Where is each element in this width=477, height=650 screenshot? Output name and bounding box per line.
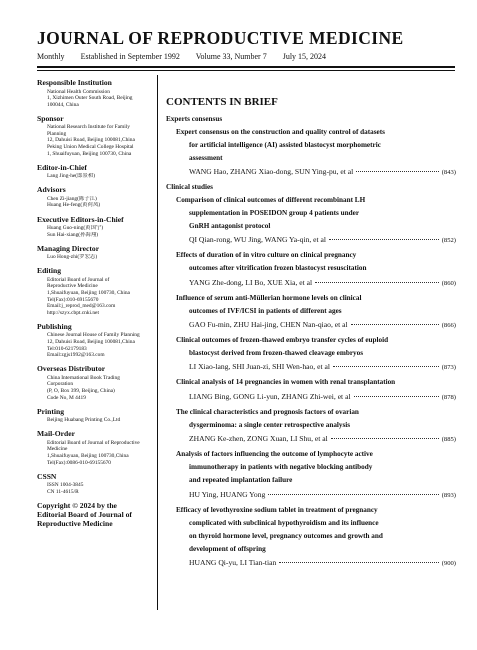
masthead-line: http://szyx.cbpt.cnki.net [47, 309, 99, 316]
article-page: (885) [441, 436, 456, 444]
article-title-line: for artificial intelligence (AI) assisted blastocyst morphometric [189, 140, 381, 149]
masthead-responsible-institution [37, 78, 155, 108]
article-byline [166, 556, 456, 570]
masthead-line: Tel(Fax):010-69155670 [47, 296, 99, 303]
contents-panel [166, 96, 456, 572]
article-title [166, 504, 456, 557]
header-rule-thin [37, 70, 455, 71]
sidebar-divider [157, 75, 158, 610]
masthead-overseas-distributor [37, 364, 155, 401]
article-title-line: GnRH antagonist protocol [189, 222, 271, 231]
article-byline [166, 276, 456, 290]
section-heading: Clinical studies [166, 183, 213, 192]
masthead-line: 1,Shuaifuyuan, Beijing 100730, China [47, 290, 130, 296]
masthead-line: Email:j_reprod_med@163.com [47, 303, 116, 310]
masthead-heading: Mail-Order [37, 429, 75, 439]
masthead-line: Sun Hai-xiang(孙海翔) [47, 231, 99, 238]
copyright-line: Copyright © 2024 by the [37, 500, 117, 510]
masthead-mail-order [37, 429, 155, 466]
dot-leader [279, 562, 438, 563]
copyright-notice [37, 501, 155, 528]
masthead-sponsor [37, 114, 155, 157]
article-byline [166, 318, 456, 332]
dot-leader [315, 282, 439, 283]
dot-leader [354, 396, 439, 397]
issue-info [37, 52, 340, 61]
masthead-line: Luo Hong-zhi(罗宏志) [47, 254, 98, 261]
article-title-line: The clinical characteristics and prognosis factors of ovarian [176, 407, 359, 416]
established: Established in September 1992 [80, 52, 180, 61]
article-title-line: Efficacy of levothyroxine sodium tablet in treatment of pregnancy [176, 505, 378, 514]
article-title-line: complicated with subclinical hypothyroidism and its influence [189, 518, 379, 527]
toc-entry[interactable] [166, 249, 456, 289]
article-title-line: and repeated implantation failure [189, 476, 293, 485]
copyright-line: Editorial Board of Journal of [37, 509, 132, 519]
copyright-line: Reproductive Medicine [37, 518, 113, 528]
article-title-line: assessment [189, 153, 223, 162]
masthead-line: Corporation [47, 381, 74, 388]
volume: Volume 33, Number 7 [195, 52, 267, 61]
masthead-line: Beijing Huabang Printing Co.,Ltd [47, 417, 121, 424]
masthead-editor-in-chief [37, 163, 155, 180]
masthead-publishing [37, 322, 155, 359]
article-title-line: immunotherapy in patients with negative blocking antibody [189, 463, 373, 472]
toc-entry[interactable] [166, 334, 456, 374]
toc-entry[interactable] [166, 406, 456, 446]
masthead-line: ISSN 1004-3845 [47, 482, 84, 489]
masthead-heading: Editor-in-Chief [37, 162, 87, 172]
masthead-sidebar [37, 78, 155, 528]
toc-entry[interactable] [166, 126, 456, 180]
dot-leader [351, 324, 439, 325]
masthead-printing [37, 407, 155, 424]
dot-leader [356, 171, 438, 172]
article-authors: LIANG Bing, GONG Li-yun, ZHANG Zhi-wei, et al [189, 391, 351, 401]
masthead-heading: Sponsor [37, 113, 64, 123]
masthead-line: Medicine [47, 446, 68, 453]
masthead-line: Code No, M 4419 [47, 394, 86, 401]
masthead-line: Lang Jing-he(郎景和) [47, 173, 96, 180]
article-title-line: outcomes of IVF/ICSI in patients of different ages [189, 306, 342, 315]
article-title-line: Clinical outcomes of frozen-thawed embryo transfer cycles of euploid [176, 336, 389, 345]
journal-title: JOURNAL OF REPRODUCTIVE MEDICINE [37, 28, 404, 48]
article-authors: LI Xiao-lang, SHI Juan-zi, SHI Wen-hao, et al [189, 362, 330, 372]
article-byline [166, 165, 456, 179]
masthead-line: Huang He-feng(黄荷凤) [47, 202, 101, 209]
article-authors: HUANG Qi-yu, LI Tian-tian [189, 558, 277, 568]
article-title [166, 249, 456, 275]
masthead-executive-editors [37, 215, 155, 239]
article-page: (900) [441, 560, 456, 568]
article-title [166, 194, 456, 234]
article-title-line: Expert consensus on the construction and quality control of datasets [176, 127, 385, 136]
toc-entry[interactable] [166, 376, 456, 403]
issue-date: July 15, 2024 [282, 52, 327, 61]
masthead-line: 12, Dahuisi Road, Beijing 100081,China [47, 137, 135, 144]
masthead-heading: Executive Editors-in-Chief [37, 214, 124, 224]
masthead-line: 12, Dahuisi Road, Beijing 100081,China [47, 338, 135, 345]
masthead-heading: Editing [37, 266, 62, 276]
masthead-advisors [37, 185, 155, 209]
article-authors: HU Ying, HUANG Yong [189, 489, 266, 499]
article-title-line: Effects of duration of in vitro culture on clinical pregnancy [176, 251, 357, 260]
toc-entry[interactable] [166, 448, 456, 502]
article-title-line: Comparison of clinical outcomes of different recombinant LH [176, 195, 366, 204]
masthead-line: 1,Shuaifuyuan, Beijing 100730,China [47, 452, 129, 459]
masthead-heading: Overseas Distributor [37, 364, 106, 374]
masthead-line: Tel(Fax):0086-010-69155670 [47, 459, 111, 466]
article-byline [166, 360, 456, 374]
article-page: (860) [441, 279, 456, 287]
masthead-line: Peking Union Medical College Hospital [47, 144, 134, 151]
toc-entry[interactable] [166, 292, 456, 332]
article-page: (843) [441, 169, 456, 177]
article-authors: YANG Zhe-dong, LI Bo, XUE Xia, et al [189, 277, 313, 287]
masthead-cssn [37, 472, 155, 496]
section-heading: Experts consensus [166, 115, 223, 123]
toc-entry[interactable] [166, 504, 456, 571]
dot-leader [268, 494, 438, 495]
article-byline [166, 233, 456, 247]
article-page: (866) [441, 322, 456, 330]
masthead-line: Editorial Board of Journal of [47, 276, 110, 283]
article-title-line: dysgerminoma: a single center retrospective analysis [189, 420, 351, 429]
article-title-line: development of offspring [189, 545, 266, 554]
article-title [166, 406, 456, 432]
frequency: Monthly [37, 52, 65, 61]
toc-entry[interactable] [166, 194, 456, 248]
article-title-line: supplementation in POSEIDON group 4 patients under [189, 208, 360, 217]
article-authors: GAO Fu-min, ZHU Hai-jing, CHEN Nan-qiao, et al [189, 320, 348, 330]
masthead-line: (P, O, Box 399, Beijing, China) [47, 387, 115, 394]
contents-title: CONTENTS IN BRIEF [166, 96, 278, 108]
masthead-line: 1, Xizhimen Outer South Road, Beijing [47, 95, 133, 102]
article-authors: ZHANG Ke-zhen, ZONG Xuan, LI Shu, et al [189, 434, 328, 444]
masthead-heading: Advisors [37, 185, 66, 195]
masthead-line: National Health Commission [47, 88, 110, 95]
masthead-line: Email:zgjs1992@163.com [47, 352, 105, 359]
masthead-line: 1, Shuaifuyuan, Beijing 100730, China [47, 150, 132, 157]
masthead-line: Editorial Board of Journal of Reproductive [47, 439, 140, 446]
masthead-line: National Research Institute for Family [47, 124, 130, 131]
masthead-line: China International Book Trading [47, 374, 120, 381]
masthead-heading: Printing [37, 406, 65, 416]
article-title [166, 376, 456, 389]
masthead-line: CN 11-4615/R [47, 488, 79, 495]
masthead-line: 100044, China [47, 101, 79, 108]
header-rule-thick [37, 66, 455, 68]
masthead-editing [37, 266, 155, 316]
dot-leader [329, 239, 439, 240]
masthead-heading: CSSN [37, 471, 57, 481]
article-page: (873) [441, 364, 456, 372]
article-byline [166, 390, 456, 404]
masthead-managing-director [37, 244, 155, 261]
article-page: (852) [441, 237, 456, 245]
article-byline [166, 488, 456, 502]
article-page: (878) [441, 393, 456, 401]
masthead-line: Chinese Journal House of Family Planning [47, 332, 140, 339]
article-title-line: Analysis of factors influencing the outcome of lymphocyte active [176, 450, 373, 459]
article-title-line: outcomes after vitrification frozen blastocyst resuscitation [189, 264, 367, 273]
masthead-line: Planning [47, 130, 67, 137]
masthead-line: Tel:010-62179183 [47, 345, 87, 352]
article-title [166, 126, 456, 166]
article-title-line: Influence of serum anti-Müllerian hormone levels on clinical [176, 293, 362, 302]
dot-leader [331, 438, 439, 439]
article-title [166, 292, 456, 318]
article-title-line: Clinical analysis of 14 pregnancies in women with renal transplantation [176, 378, 396, 387]
masthead-line: Chen Zi-jiang(陈子江) [47, 195, 97, 202]
article-title [166, 334, 456, 360]
article-page: (893) [441, 491, 456, 499]
article-title-line: on thyroid hormone level, pregnancy outcomes and growth and [189, 532, 383, 541]
masthead-heading: Managing Director [37, 243, 100, 253]
article-title-line: blastocyst derived from frozen-thawed cleavage embryos [189, 349, 363, 358]
article-byline [166, 432, 456, 446]
masthead-heading: Responsible Institution [37, 78, 112, 87]
masthead-line: Reproductive Medicine [47, 283, 98, 290]
dot-leader [333, 366, 439, 367]
article-title [166, 448, 456, 488]
table-of-contents [166, 115, 456, 570]
article-authors: QI Qian-rong, WU Jing, WANG Ya-qin, et al [189, 235, 327, 245]
article-authors: WANG Hao, ZHANG Xiao-dong, SUN Ying-pu, et al [189, 167, 354, 177]
masthead-heading: Publishing [37, 321, 72, 331]
masthead-line: Huang Guo-ning(黄国宁) [47, 225, 104, 232]
